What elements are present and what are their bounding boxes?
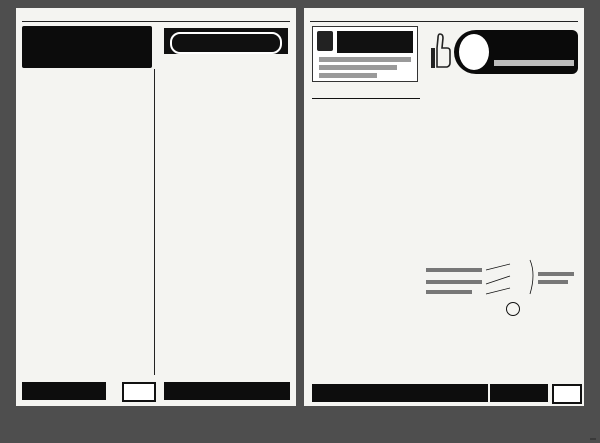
draw-results (157, 58, 293, 380)
bottom-article-text (312, 324, 580, 382)
ad-text (337, 31, 413, 53)
header-rule (22, 21, 290, 22)
footer-logo (490, 384, 548, 402)
column-header (348, 86, 384, 99)
results-table (312, 86, 420, 99)
footer-banner (312, 384, 488, 402)
diagram-lines (424, 254, 578, 316)
stats-list (22, 69, 155, 375)
diagram-circle (506, 302, 520, 316)
header-rule (310, 21, 578, 22)
left-page (16, 8, 296, 406)
title-number (459, 34, 489, 70)
title-badge (454, 30, 578, 74)
ad-logo-icon (317, 31, 333, 51)
ad-text-line (319, 65, 397, 70)
column-header (312, 86, 348, 99)
ad-text-line (319, 57, 411, 62)
column-header (164, 28, 288, 54)
calculation-diagram (424, 254, 578, 316)
page-number (552, 384, 582, 404)
thumbs-up-icon (426, 30, 452, 70)
page-number (122, 382, 156, 402)
ad-text-line (319, 73, 377, 78)
ad-box (312, 26, 418, 82)
phone-number (164, 382, 290, 400)
left-footer (22, 380, 290, 402)
stat-banner (22, 26, 152, 68)
column-logo (170, 32, 282, 54)
footer-logo (22, 382, 106, 400)
right-page (304, 8, 584, 406)
title-subtitle-line (494, 60, 574, 66)
column-header (384, 86, 420, 99)
watermark (590, 438, 596, 440)
